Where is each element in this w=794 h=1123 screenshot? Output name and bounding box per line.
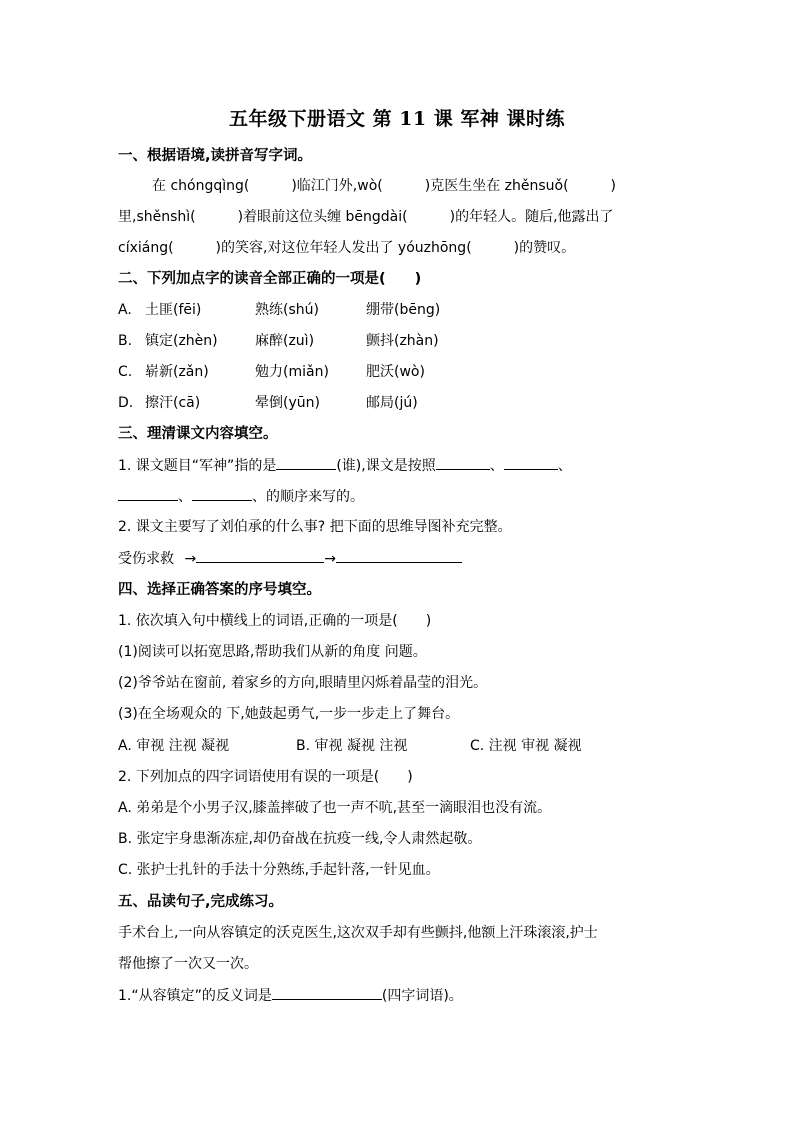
option-item: 邮局(jú) — [366, 395, 418, 411]
q1-text-a: 1. 课文题目“军神”指的是 — [118, 458, 277, 474]
option-label: C. — [118, 364, 133, 380]
section4-q1: 1. 依次填入句中横线上的词语,正确的一项是( ) — [118, 613, 432, 629]
answer-blank[interactable] — [276, 455, 336, 470]
passage-line-1: 手术台上,一向从容镇定的沃克医生,这次双手却有些颤抖,他额上汗珠滚滚,护士 — [118, 925, 598, 941]
answer-blank[interactable] — [336, 548, 462, 563]
answer-blank[interactable] — [192, 486, 252, 501]
sentence-3: (3)在全场观众的 下,她鼓起勇气,一步一步走上了舞台。 — [118, 706, 460, 722]
answer-blank[interactable] — [118, 486, 178, 501]
option-label: B. — [118, 333, 133, 349]
mind-map — [118, 548, 462, 569]
section4-q2: 2. 下列加点的四字词语使用有误的一项是( ) — [118, 769, 413, 785]
choice-c[interactable]: C. 注视 审视 凝视 — [470, 738, 582, 754]
answer-blank[interactable] — [504, 455, 558, 470]
q1-text-f: 、的顺序来写的。 — [252, 489, 364, 505]
option-label: D. — [118, 395, 134, 411]
section1-line-2: 里,shěnshì( )着眼前这位头缠 bēngdài( )的年轻人。随后,他露出了 — [118, 209, 614, 225]
q1-text-b: (四字词语)。 — [381, 988, 463, 1004]
q2-option-c[interactable]: C. 张护士扎针的手法十分熟练,手起针落,一针见血。 — [118, 862, 440, 878]
section1-line-3: cíxiáng( )的笑容,对这位年轻人发出了 yóuzhōng( )的赞叹。 — [118, 240, 576, 256]
option-item: 麻醉(zuì) — [255, 333, 315, 349]
section3-q1-line1 — [118, 455, 572, 476]
sentence-2: (2)爷爷站在窗前, 着家乡的方向,眼睛里闪烁着晶莹的泪光。 — [118, 675, 488, 691]
option-item: 崭新(zǎn) — [145, 364, 209, 380]
option-item: 土匪(fēi) — [145, 302, 202, 318]
q2-option-a[interactable]: A. 弟弟是个小男子汉,膝盖摔破了也一声不吭,甚至一滴眼泪也没有流。 — [118, 800, 552, 816]
option-label: A. — [118, 302, 132, 318]
arrow-icon: → — [184, 551, 197, 567]
section5-q1 — [118, 985, 463, 1006]
option-item: 熟练(shú) — [255, 302, 319, 318]
section1-heading: 一、根据语境,读拼音写字词。 — [118, 148, 313, 164]
section5-heading: 五、品读句子,完成练习。 — [118, 894, 284, 910]
section1-line-1: 在 chóngqìng( )临江门外,wò( )克医生坐在 zhěnsuǒ( ) — [152, 178, 617, 194]
option-item: 擦汗(cā) — [145, 395, 201, 411]
answer-blank[interactable] — [272, 985, 382, 1000]
answer-blank[interactable] — [436, 455, 490, 470]
answer-blank[interactable] — [196, 548, 324, 563]
q2-option-b[interactable]: B. 张定宇身患渐冻症,却仍奋战在抗疫一线,令人肃然起敬。 — [118, 831, 482, 847]
option-item: 勉力(miǎn) — [255, 364, 329, 380]
q1-sep: 、 — [489, 458, 504, 474]
page-title: 五年级下册语文 第 11 课 军神 课时练 — [228, 108, 565, 130]
q1-sep: 、 — [557, 458, 572, 474]
section4-heading: 四、选择正确答案的序号填空。 — [118, 582, 321, 598]
option-item: 颤抖(zhàn) — [366, 333, 439, 349]
q1-sep: 、 — [178, 489, 192, 505]
mind-map-start: 受伤求救 — [118, 551, 174, 567]
q1-text-b: (谁),课文是按照 — [336, 458, 436, 474]
option-item: 肥沃(wò) — [366, 364, 425, 380]
arrow-icon: → — [324, 551, 336, 567]
section3-heading: 三、理清课文内容填空。 — [118, 426, 278, 442]
choice-b[interactable]: B. 审视 凝视 注视 — [296, 738, 408, 754]
section2-heading: 二、下列加点字的读音全部正确的一项是( ) — [118, 271, 422, 287]
sentence-1: (1)阅读可以拓宽思路,帮助我们从新的角度 问题。 — [118, 644, 427, 660]
option-item: 镇定(zhèn) — [145, 333, 218, 349]
section3-q1-line2 — [118, 486, 364, 507]
passage-line-2: 帮他擦了一次又一次。 — [118, 956, 258, 972]
q1-text-a: 1.“从容镇定”的反义词是 — [118, 988, 272, 1004]
option-item: 晕倒(yūn) — [255, 395, 320, 411]
section3-q2: 2. 课文主要写了刘伯承的什么事? 把下面的思维导图补充完整。 — [118, 519, 512, 535]
option-item: 绷带(bēng) — [366, 302, 441, 318]
choice-a[interactable]: A. 审视 注视 凝视 — [118, 738, 230, 754]
